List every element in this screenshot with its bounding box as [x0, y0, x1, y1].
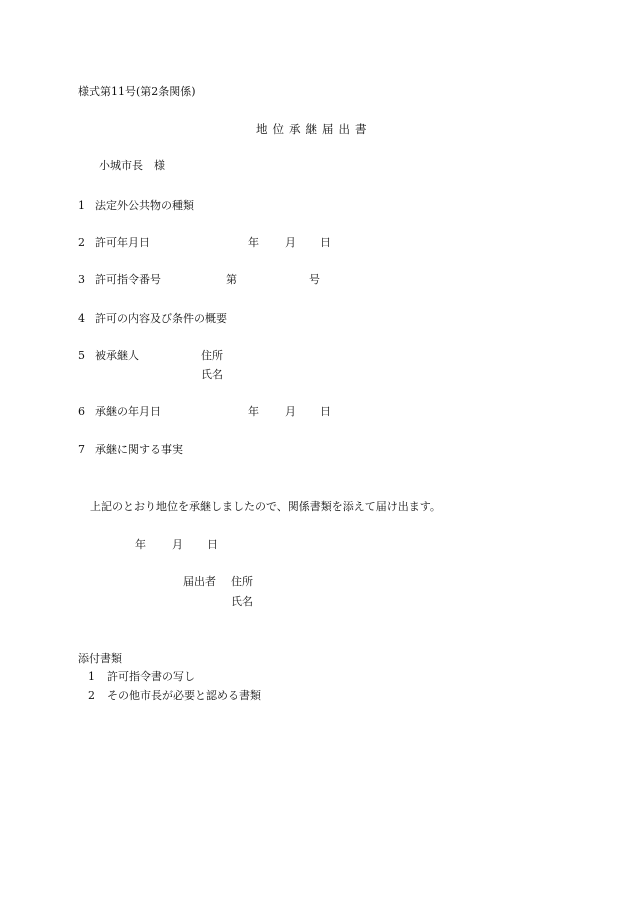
item-6-month: 月	[285, 405, 296, 418]
attachments-heading: 添付書類	[78, 652, 122, 665]
item-1-label: 法定外公共物の種類	[95, 199, 194, 212]
item-2-year: 年	[248, 236, 259, 249]
attachment-2-text: その他市長が必要と認める書類	[107, 689, 261, 702]
item-3-label: 許可指令番号	[95, 273, 161, 286]
item-5-name-label: 氏名	[201, 368, 223, 381]
document-title: 地位承継届出書	[256, 122, 372, 136]
attachment-1-number: 1	[88, 670, 95, 683]
date-month: 月	[172, 538, 183, 551]
addressee: 小城市長 様	[99, 159, 165, 172]
item-4-label: 許可の内容及び条件の概要	[95, 312, 227, 325]
declaration-text: 上記のとおり地位を承継しましたので、関係書類を添えて届け出ます。	[90, 500, 441, 513]
date-day: 日	[207, 538, 218, 551]
item-6-number: 6	[78, 405, 85, 418]
item-2-number: 2	[78, 236, 85, 249]
item-3-number: 3	[78, 273, 85, 286]
item-7-label: 承継に関する事実	[95, 443, 183, 456]
item-6-day: 日	[320, 405, 331, 418]
item-2-label: 許可年月日	[95, 236, 150, 249]
date-year: 年	[135, 538, 146, 551]
notifier-name-label: 氏名	[231, 595, 253, 608]
item-1-number: 1	[78, 199, 85, 212]
item-6-year: 年	[248, 405, 259, 418]
item-5-number: 5	[78, 349, 85, 362]
item-5-label: 被承継人	[95, 349, 139, 362]
attachment-1-text: 許可指令書の写し	[107, 670, 195, 683]
item-5-address-label: 住所	[201, 349, 223, 362]
form-number: 様式第11号(第2条関係)	[78, 85, 196, 98]
item-4-number: 4	[78, 312, 85, 325]
attachment-2-number: 2	[88, 689, 95, 702]
item-3-suffix: 号	[309, 273, 320, 286]
item-2-month: 月	[285, 236, 296, 249]
item-2-day: 日	[320, 236, 331, 249]
item-7-number: 7	[78, 443, 85, 456]
notifier-address-label: 住所	[231, 575, 253, 588]
item-3-prefix: 第	[226, 273, 237, 286]
notifier-label: 届出者	[183, 575, 216, 588]
item-6-label: 承継の年月日	[95, 405, 161, 418]
